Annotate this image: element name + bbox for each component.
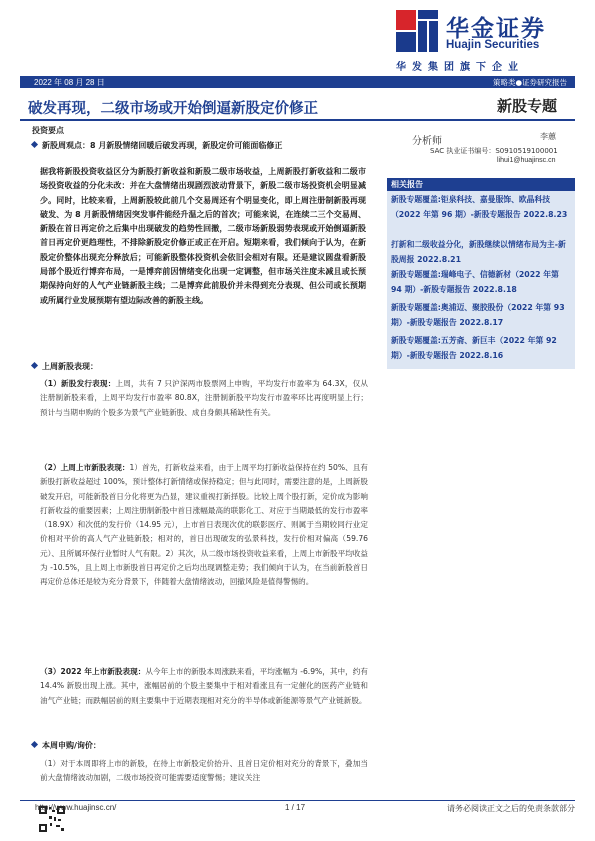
bullet-icon	[31, 362, 38, 369]
related-report-link[interactable]: 新股专题覆盖:五芳斋、新巨丰（2022 年第 92 期）-新股专题报告 2022.8.16	[391, 336, 557, 360]
logo-text-en: Huajin Securities	[446, 39, 540, 51]
analyst-email[interactable]: lihui1@huajinsc.cn	[497, 157, 556, 164]
report-date: 2022 年 08 月 28 日	[34, 78, 105, 87]
title-divider	[20, 119, 575, 121]
weekly-view	[32, 140, 377, 151]
report-title: 破发再现，二级市场或开始倒逼新股定价修正	[28, 101, 318, 117]
subscribe-heading	[32, 740, 101, 751]
date-bar	[20, 76, 575, 88]
logo-text-cn: 华金证券	[446, 16, 546, 42]
weekly-view-text: 新股周观点：8 月新股情绪回暖后破发再现，新股定价可能面临修正	[42, 141, 283, 150]
page-number: 1 / 17	[285, 803, 306, 812]
analyst-cert: SAC 执业证书编号：S0910519100001	[430, 147, 558, 155]
report-category: 策略类●证券研究报告	[492, 78, 567, 87]
paragraph-text: 上周，共有 7 只沪深两市股票网上申购，平均发行市盈率为 64.3X，仅从注册制新股来看，上周平均发行市盈率 80.8X，注册制新股平均发行市盈率环比再度明显上行；预计与当期申购的个股多为景气产业链新股、成自身颇具稀缺性有关。	[40, 379, 368, 417]
doc-type: 新股专题	[496, 97, 557, 115]
company-logo	[396, 8, 576, 58]
paragraph-text: 从今年上市的新股本周涨跌来看，平均涨幅为 -6.9%，其中，约有 14.4% 新股出现上涨。其中，涨幅居前的个股主要集中于相对看涨且有一定催化的医药产业链和油气产业链；而跌幅居前的则主要集中于近期表现相对充分的半导体或新能源等景气产业链新股。	[40, 667, 368, 705]
paragraph-label: （1）新股发行表现：	[40, 379, 116, 388]
huajin-logo-mark-icon	[396, 10, 438, 52]
footer-disclaimer: 请务必阅读正文之后的免责条款部分	[447, 804, 575, 813]
related-report-link[interactable]: 打新和二级收益分化，新股继续以情绪布局为主-新股周报 2022.8.21	[391, 240, 566, 264]
analyst-name: 李蕙	[540, 132, 556, 141]
bullet-icon	[31, 141, 38, 148]
related-report-link[interactable]: 新股专题覆盖:奥浦迈、聚胶股份（2022 年第 93 期）-新股专题报告 2022.8.17	[391, 303, 565, 327]
bullet-icon	[31, 741, 38, 748]
paragraph-text: 1）首先，打新收益来看，由于上周平均打新收益保持在约 50%、且有新股打新收益超过 100%，预计整体打新情绪或保持稳定；但与此同时，需要注意的是，上周新股破发开启，可能新股首日分化将更为凸显，建议重视打新择股。比较上周个股打新，定价成为影响打新收益的重要因素；上周注册制新股中首日涨幅最高的联影化工、对应于当期最低的发行市盈率（18.9X）和次低的发行价（14.95 元），上市首日表现次优的联影医疗、则属于当期较同行业定价相对平价的高人气产业链新股；相对的，首日出现破发的弘景科技，发行价相对偏高（59.76 元）、且所属环保行业暂时人气有限。2）其次，从二级市场投资收益来看，上周上市新股平均收益为 -10.5%，且上周上市新股首日再定价之后均出现调整走势；我们倾向于认为，在当前新股首日再定价总体还是较为充分背景下，伴随着大盘情绪波动，回撤风险是值得警惕的。	[40, 463, 368, 587]
footer-url[interactable]: http://www.huajinsc.cn/	[35, 803, 117, 812]
summary-paragraph: 据我将新股投资收益区分为新股打新收益和新股二级市场收益，上周新股打新收益和二级市场投资收益的分化未改：并在大盘情绪出现剧烈波动背景下，新股二级市场投资机会明显减少。同时，比较来看，上周新股较此前几个交易周还有个明显变化，即上周注册制新股再现破发、为 8 月新股情绪因突发事件能经升温之后的首次；可能来说，在连续二三个交易周、新股在首日再定价之后集中出现破发的趋势性回撤，二级市场新股弱势表现或开始倒逼新股首日再定价更趋理性，不排除新股定价修正或正在开启。短期来看，我们倾向于认为，在新股定价整体出现充分释放后；可能新股整体投资机会依旧会相对有限。还是建议圆盘看新股局部个股近行博弈布局，一是博弈前因情绪变化出现一定调整，但市场关注度未减且或长预期保持向好的人气产业链新股主线；二是博弈此前股价并未得到充分表现、但公司或长预期或所属行业发展预期有望边际改善的新股主线。	[40, 167, 366, 305]
last-week-heading	[32, 361, 98, 372]
related-reports-heading: 相关报告	[387, 178, 575, 191]
footer-divider	[20, 800, 575, 801]
paragraph-label: （3）2022 年上市新股表现：	[40, 667, 146, 676]
slogan: 华发集团旗下企业	[396, 62, 524, 73]
paragraph-label: （2）上周上市新股表现：	[40, 463, 130, 472]
last-week-heading-text: 上周新股表现：	[42, 362, 98, 371]
related-report-link[interactable]: 新股专题覆盖:钜泉科技、嘉曼服饰、欧晶科技（2022 年第 96 期）-新股专题报告 2022.8.23	[391, 195, 568, 219]
related-report-link[interactable]: 新股专题覆盖:瑞峰电子、信德新材（2022 年第 94 期）-新股专题报告 2022.8.18	[391, 270, 559, 294]
investment-heading: 投资要点	[32, 126, 64, 135]
paragraph-subscribe: （1）对于本周即将上市的新股，在待上市新股定价抬升、且首日定价相对充分的背景下，叠加当前大盘情绪波动加剧，二级市场投资可能需要适度警惕；建议关注	[40, 759, 368, 783]
analyst-label: 分析师	[412, 136, 442, 147]
paragraph-2022	[40, 665, 368, 708]
paragraph-listed	[40, 461, 368, 590]
subscribe-heading-text: 本周申购/询价：	[42, 741, 101, 750]
paragraph-issuance	[40, 377, 368, 420]
